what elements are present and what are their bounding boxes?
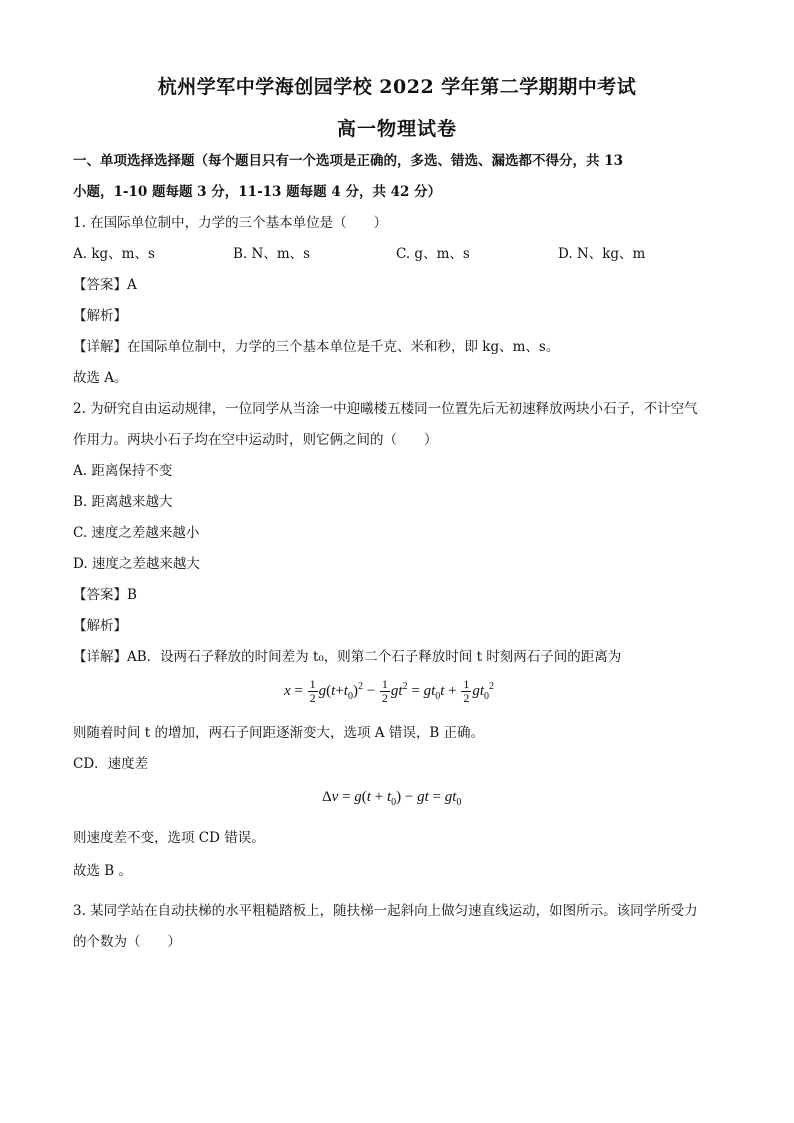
formula-distance: x = $\frac{1}{2}$ $g(t+t_0)^2$ − $\frac{1}{2}$ $gt^2 = gt_0t$ + $\frac{1}{2}$ $gt_0^2$	[284, 677, 495, 705]
q2-cd-intro: CD．速度差	[73, 756, 149, 772]
q1-option-a: A. kg、m、s	[73, 246, 155, 262]
section-heading-line2: 小题，1-10 题每题 3 分，11-13 题每题 4 分，共 42 分）	[73, 184, 442, 200]
q1-conclusion: 故选 A。	[73, 370, 128, 386]
q2-answer: 【答案】B	[73, 587, 137, 603]
q2-option-d: D. 速度之差越来越大	[73, 556, 200, 572]
page-subtitle: 高一物理试卷	[336, 118, 457, 140]
q3-stem-line1: 3. 某同学站在自动扶梯的水平粗糙踏板上，随扶梯一起斜向上做匀速直线运动，如图所示。该同学所受力	[73, 903, 698, 919]
q2-stem-line1: 2. 为研究自由运动规律，一位同学从当涂一中迎曦楼五楼同一位置先后无初速释放两块小石子，不计空气	[73, 401, 698, 417]
q1-analysis-label: 【解析】	[73, 308, 127, 324]
q1-stem: 1. 在国际单位制中，力学的三个基本单位是（ ）	[73, 215, 388, 231]
q2-stem-line2: 作用力。两块小石子均在空中运动时，则它俩之间的（ ）	[73, 432, 438, 448]
q3-stem-line2: 的个数为（ ）	[73, 934, 181, 950]
q2-analysis-label: 【解析】	[73, 618, 127, 634]
q2-after-formula1: 则随着时间 t 的增加，两石子间距逐渐变大，选项 A 错误，B 正确。	[73, 725, 485, 741]
q2-option-a: A. 距离保持不变	[73, 463, 173, 479]
q2-option-c: C. 速度之差越来越小	[73, 525, 200, 541]
page-title: 杭州学军中学海创园学校 2022 学年第二学期期中考试	[157, 76, 637, 98]
formula-velocity-difference: $\Delta v = g(t + t_0)$ − gt = $gt_0$	[322, 789, 462, 808]
q2-conclusion: 故选 B 。	[73, 863, 133, 879]
q1-detail: 【详解】在国际单位制中，力学的三个基本单位是千克、米和秒，即 kg、m、s。	[73, 339, 560, 355]
q1-option-b: B. N、m、s	[233, 246, 311, 262]
q2-after-formula2: 则速度差不变，选项 CD 错误。	[73, 830, 265, 846]
q2-option-b: B. 距离越来越大	[73, 494, 173, 510]
section-heading-line1: 一、单项选择选择题（每个题目只有一个选项是正确的，多选、错选、漏选都不得分，共 13	[73, 153, 623, 169]
q1-answer: 【答案】A	[73, 277, 137, 293]
q1-option-c: C. g、m、s	[396, 246, 470, 262]
q1-option-d: D. N、kg、m	[558, 246, 646, 262]
q2-detail: 【详解】AB．设两石子释放的时间差为 t₀，则第二个石子释放时间 t 时刻两石子间的距离为	[73, 649, 622, 665]
